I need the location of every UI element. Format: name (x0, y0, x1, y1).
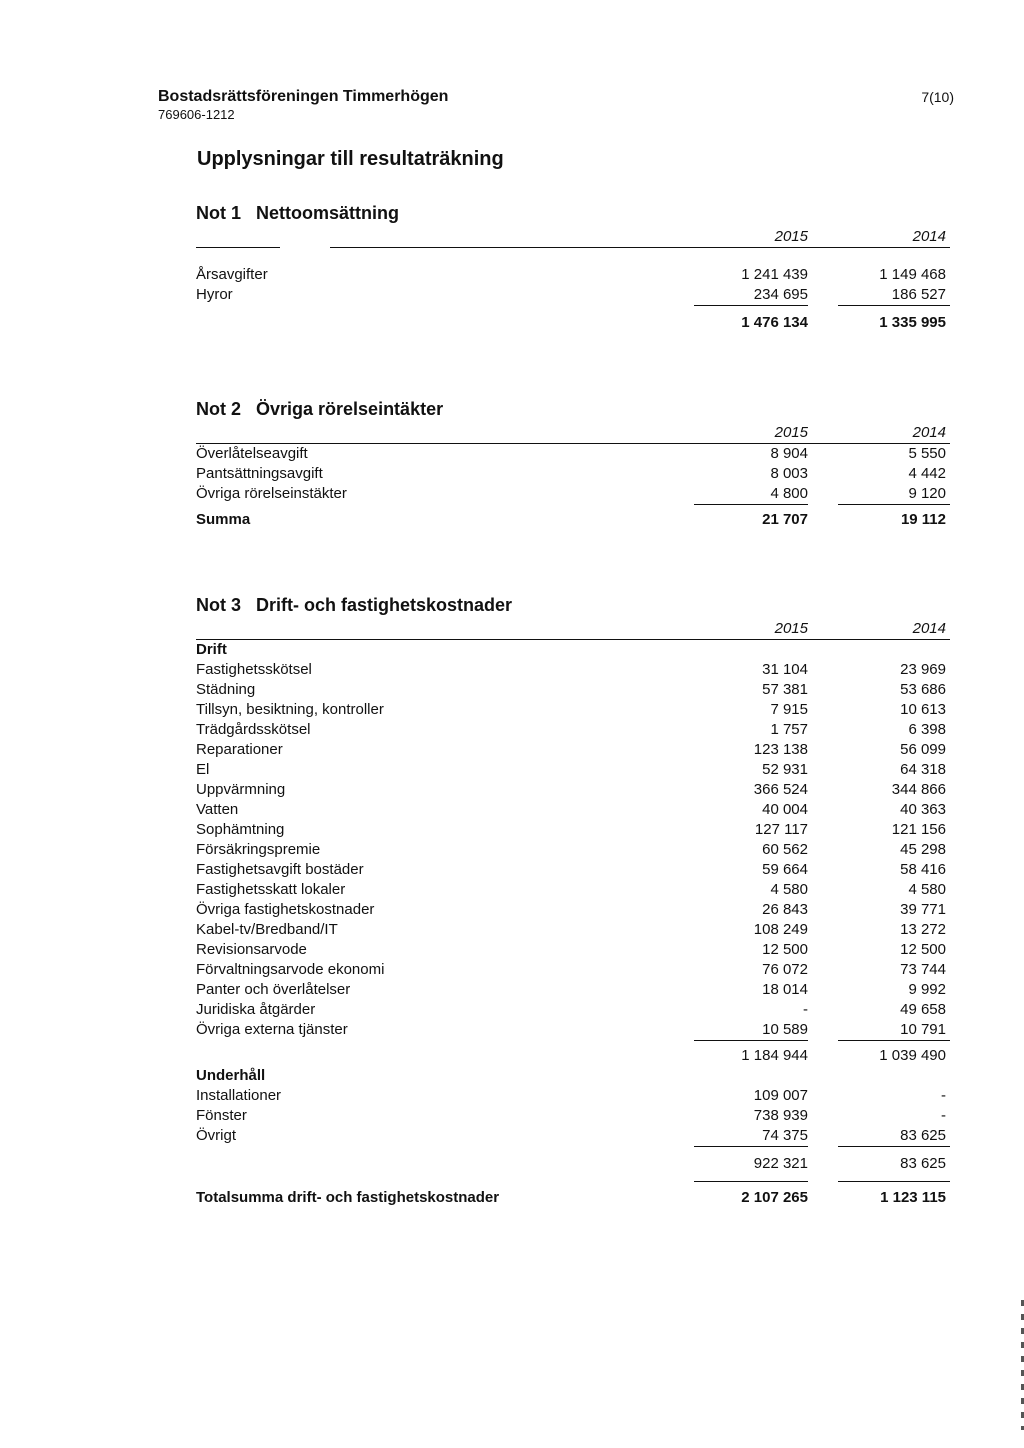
value-2014: 45 298 (900, 841, 946, 858)
note-1-year-header (196, 226, 950, 248)
table-row (196, 760, 950, 780)
row-label: Trädgårdsskötsel (196, 721, 311, 738)
note-3-year-header (196, 618, 950, 640)
grand-total-2015: 2 107 265 (741, 1189, 808, 1206)
table-row (196, 680, 950, 700)
note-2-section (196, 396, 950, 530)
page-number: 7(10) (921, 89, 954, 105)
value-2014: 344 866 (891, 781, 946, 798)
value-2014: 4 442 (908, 465, 946, 482)
value-2015: 8 904 (770, 445, 808, 462)
total-2014: 1 335 995 (879, 314, 946, 331)
row-label: Reparationer (196, 741, 283, 758)
total-label: Summa (196, 511, 251, 528)
drift-rows (196, 660, 950, 1040)
year-2014-label: 2014 (912, 228, 946, 245)
note-3-title: Drift- och fastighetskostnader (256, 595, 513, 615)
table-row (196, 484, 950, 504)
drift-heading: Drift (196, 641, 227, 658)
table-row (196, 800, 950, 820)
total-2014: 19 112 (900, 511, 946, 528)
note-1-heading (196, 200, 950, 226)
value-2014: 13 272 (900, 921, 946, 938)
row-label: Sophämtning (196, 821, 285, 838)
note-3-number: Not 3 (196, 595, 241, 615)
table-row (196, 980, 950, 1000)
note-3-heading (196, 592, 950, 618)
subtotal-line (838, 504, 950, 505)
note-2-title: Övriga rörelseintäkter (256, 399, 444, 419)
value-2014: 39 771 (900, 901, 946, 918)
row-label: Övriga externa tjänster (196, 1021, 348, 1038)
table-row (196, 1086, 950, 1106)
divider (196, 247, 280, 248)
table-row (196, 265, 950, 285)
table-row (196, 1106, 950, 1126)
value-2014: 121 156 (891, 821, 946, 838)
value-2014: 49 658 (900, 1001, 946, 1018)
note-1-title: Nettoomsättning (256, 203, 399, 223)
row-label: Överlåtelseavgift (196, 445, 308, 462)
subtotal-line (838, 305, 950, 306)
table-row (196, 700, 950, 720)
value-2014: 10 613 (900, 701, 946, 718)
value-2015: 74 375 (762, 1127, 808, 1144)
value-2014: - (941, 1087, 946, 1104)
value-2014: 6 398 (908, 721, 946, 738)
value-2014: 83 625 (900, 1127, 946, 1144)
note-2-number: Not 2 (196, 399, 241, 419)
row-label: Förvaltningsarvode ekonomi (196, 961, 385, 978)
row-label: Övriga fastighetskostnader (196, 901, 375, 918)
value-2014: 64 318 (900, 761, 946, 778)
subtotal-2014: 1 039 490 (879, 1047, 946, 1064)
row-label: Fastighetsavgift bostäder (196, 861, 364, 878)
total-2015: 21 707 (762, 511, 808, 528)
table-row (196, 285, 950, 305)
value-2015: 4 800 (770, 485, 808, 502)
table-row (196, 780, 950, 800)
table-row (196, 660, 950, 680)
note-1-section (196, 200, 950, 333)
value-2015: 12 500 (762, 941, 808, 958)
subtotal-2015: 1 184 944 (741, 1047, 808, 1064)
value-2015: 18 014 (762, 981, 808, 998)
year-2015-label: 2015 (774, 620, 808, 637)
organization-number: 769606-1212 (158, 107, 235, 122)
value-2014: 5 550 (908, 445, 946, 462)
subtotal-line (694, 1146, 808, 1147)
note-2-year-header (196, 422, 950, 444)
row-label: Vatten (196, 801, 239, 818)
table-row (196, 720, 950, 740)
value-2015: 1 241 439 (741, 266, 808, 283)
divider (196, 639, 950, 640)
value-2014: 1 149 468 (879, 266, 946, 283)
row-label: Pantsättningsavgift (196, 465, 323, 482)
row-label: Tillsyn, besiktning, kontroller (196, 701, 384, 718)
note-1-number: Not 1 (196, 203, 241, 223)
year-2014-label: 2014 (912, 424, 946, 441)
value-2015: 366 524 (753, 781, 808, 798)
value-2015: 738 939 (753, 1107, 808, 1124)
row-label: Revisionsarvode (196, 941, 307, 958)
row-label: El (196, 761, 210, 778)
value-2014: 56 099 (900, 741, 946, 758)
value-2015: 26 843 (762, 901, 808, 918)
value-2015: 234 695 (753, 286, 808, 303)
drift-subtotal-row (196, 1046, 950, 1066)
value-2015: 127 117 (754, 821, 808, 838)
value-2014: 40 363 (900, 801, 946, 818)
total-line (694, 1181, 808, 1182)
row-label: Uppvärmning (196, 781, 286, 798)
subtotal-line (838, 1146, 950, 1147)
value-2015: 123 138 (753, 741, 808, 758)
underhall-subtotal-row (196, 1154, 950, 1174)
subtotal-line (838, 1040, 950, 1041)
year-2015-label: 2015 (774, 424, 808, 441)
value-2015: 10 589 (762, 1021, 808, 1038)
table-row (196, 464, 950, 484)
value-2014: 23 969 (900, 661, 946, 678)
row-label: Övriga rörelseinstäkter (196, 485, 347, 502)
row-label: Juridiska åtgärder (196, 1001, 316, 1018)
value-2015: - (803, 1001, 808, 1018)
value-2014: 10 791 (900, 1021, 946, 1038)
value-2015: 57 381 (762, 681, 808, 698)
row-label: Panter och överlåtelser (196, 981, 351, 998)
row-label: Städning (196, 681, 256, 698)
value-2015: 7 915 (770, 701, 808, 718)
table-row (196, 444, 950, 464)
row-label: Fastighetsskatt lokaler (196, 881, 346, 898)
value-2014: 12 500 (900, 941, 946, 958)
row-label: Försäkringspremie (196, 841, 321, 858)
row-label: Fönster (196, 1107, 247, 1124)
value-2015: 31 104 (762, 661, 808, 678)
table-row (196, 1020, 950, 1040)
value-2015: 52 931 (762, 761, 808, 778)
value-2015: 40 004 (762, 801, 808, 818)
value-2014: 58 416 (900, 861, 946, 878)
table-row (196, 920, 950, 940)
value-2014: 53 686 (900, 681, 946, 698)
page-title: Upplysningar till resultaträkning (197, 148, 504, 170)
table-row (196, 860, 950, 880)
row-label: Kabel-tv/Bredband/IT (196, 921, 338, 938)
table-row (196, 820, 950, 840)
table-row (196, 1126, 950, 1146)
value-2015: 109 007 (753, 1087, 808, 1104)
value-2014: 4 580 (908, 881, 946, 898)
subtotal-line (694, 1040, 808, 1041)
value-2015: 4 580 (770, 881, 808, 898)
value-2015: 108 249 (753, 921, 808, 938)
table-row (196, 940, 950, 960)
total-row (196, 510, 950, 530)
table-row (196, 900, 950, 920)
value-2014: - (941, 1107, 946, 1124)
value-2014: 186 527 (891, 286, 946, 303)
table-row (196, 1000, 950, 1020)
table-row (196, 740, 950, 760)
value-2014: 9 120 (908, 485, 946, 502)
subtotal-line (694, 305, 808, 306)
row-label: Installationer (196, 1087, 282, 1104)
table-row (196, 840, 950, 860)
value-2015: 59 664 (762, 861, 808, 878)
subtotal-2015: 922 321 (753, 1155, 808, 1172)
value-2014: 73 744 (900, 961, 946, 978)
value-2015: 60 562 (762, 841, 808, 858)
divider (330, 247, 950, 248)
note-3-section (196, 592, 950, 1208)
row-label: Årsavgifter (196, 266, 268, 283)
total-2015: 1 476 134 (741, 314, 808, 331)
year-2015-label: 2015 (774, 228, 808, 245)
total-row (196, 313, 950, 333)
row-label: Fastighetsskötsel (196, 661, 312, 678)
organization-name: Bostadsrättsföreningen Timmerhögen (158, 88, 449, 105)
value-2014: 9 992 (908, 981, 946, 998)
value-2015: 1 757 (770, 721, 808, 738)
grand-total-label: Totalsumma drift- och fastighetskostnader (196, 1189, 500, 1206)
value-2015: 8 003 (770, 465, 808, 482)
subtotal-line (694, 504, 808, 505)
table-row (196, 960, 950, 980)
grand-total-row (196, 1188, 950, 1208)
year-2014-label: 2014 (912, 620, 946, 637)
row-label: Hyror (196, 286, 233, 303)
value-2015: 76 072 (762, 961, 808, 978)
underhall-heading: Underhåll (196, 1067, 266, 1084)
total-line (838, 1181, 950, 1182)
row-label: Övrigt (196, 1127, 237, 1144)
table-row (196, 880, 950, 900)
note-2-heading (196, 396, 950, 422)
grand-total-2014: 1 123 115 (880, 1189, 946, 1206)
subtotal-2014: 83 625 (900, 1155, 946, 1172)
